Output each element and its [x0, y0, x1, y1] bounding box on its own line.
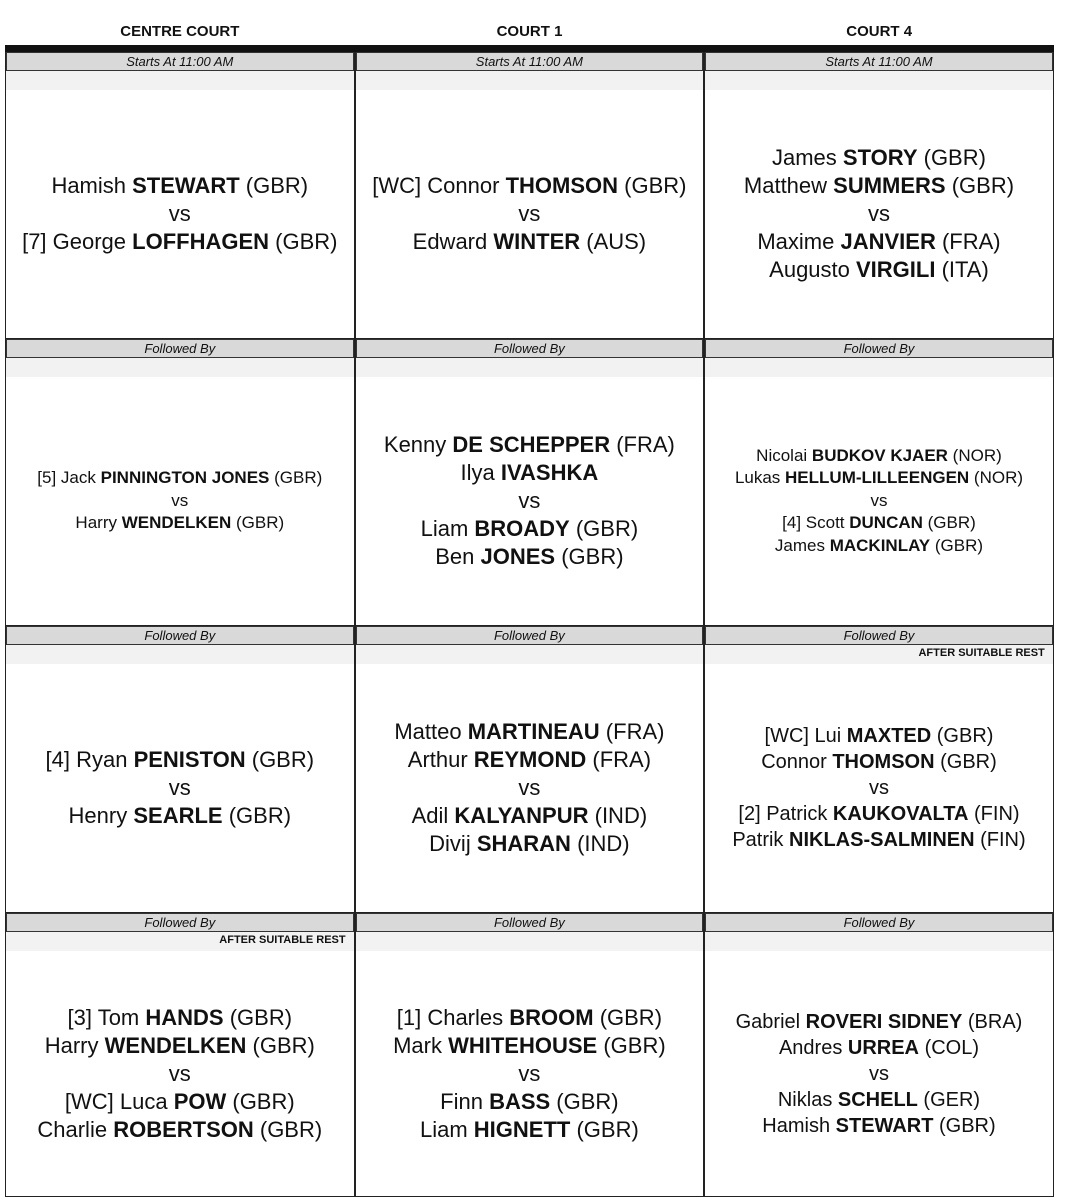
player-line: Ilya IVASHKA: [460, 460, 599, 485]
player-line: Maxime JANVIER (FRA): [757, 229, 1001, 254]
player-line: Ben JONES (GBR): [435, 544, 624, 569]
vs-label: vs: [518, 1060, 541, 1086]
player-surname: WENDELKEN: [104, 1032, 247, 1058]
player-surname: ROBERTSON: [113, 1116, 254, 1142]
match-cell: [356, 645, 704, 913]
player-surname: MAXTED: [846, 725, 932, 747]
player-surname: POW: [173, 1088, 227, 1114]
player-surname: PENISTON: [133, 747, 246, 772]
player-surname: PINNINGTON JONES: [100, 468, 270, 488]
player-line: Hamish STEWART (GBR): [51, 173, 309, 198]
match-cell: [6, 71, 354, 339]
player-line: [5] Jack PINNINGTON JONES (GBR): [37, 468, 323, 488]
match-lines: [705, 664, 1053, 912]
slot-band: Followed By: [6, 626, 354, 645]
player-line: [WC] Lui MAXTED (GBR): [764, 725, 994, 747]
player-surname: KAUKOVALTA: [832, 803, 969, 825]
match-cell: [356, 71, 704, 339]
match-lines: [705, 90, 1053, 338]
vs-label: vs: [868, 1062, 889, 1085]
player-surname: STEWART: [835, 1114, 934, 1137]
court-header-centre: CENTRE COURT: [120, 23, 240, 40]
match-lines: [6, 664, 354, 912]
slot-band: Starts At 11:00 AM: [705, 52, 1053, 71]
match-lines: [705, 377, 1053, 625]
player-surname: HIGNETT: [473, 1116, 571, 1142]
match-lines: [356, 664, 704, 912]
slot-band: Followed By: [6, 913, 354, 932]
player-surname: THOMSON: [505, 173, 619, 198]
player-surname: IVASHKA: [500, 460, 599, 485]
slot-band: Followed By: [705, 626, 1053, 645]
player-line: Patrik NIKLAS-SALMINEN (FIN): [732, 829, 1026, 851]
cell-header-strip: [6, 645, 354, 664]
match-lines: [6, 377, 354, 625]
match-cell: [705, 645, 1053, 913]
vs-label: vs: [868, 777, 889, 799]
player-line: Matteo MARTINEAU (FRA): [394, 719, 665, 744]
match-lines: [356, 90, 704, 338]
slot-band: Followed By: [356, 913, 704, 932]
player-surname: SCHELL: [837, 1088, 918, 1111]
player-line: Henry SEARLE (GBR): [68, 803, 292, 828]
player-surname: DE SCHEPPER: [452, 432, 611, 457]
player-line: James MACKINLAY (GBR): [774, 535, 984, 555]
player-surname: HELLUM-LILLEENGEN: [785, 468, 970, 488]
slot-band: Followed By: [705, 339, 1053, 358]
player-line: Lukas HELLUM-LILLEENGEN (NOR): [734, 468, 1024, 488]
match-cell: [356, 358, 704, 626]
match-cell: [705, 932, 1053, 1197]
player-surname: BROADY: [474, 516, 570, 541]
player-surname: REYMOND: [473, 747, 587, 772]
player-line: [WC] Luca POW (GBR): [64, 1088, 295, 1114]
player-surname: SEARLE: [133, 803, 223, 828]
player-surname: WENDELKEN: [121, 513, 232, 533]
match-cell: [705, 358, 1053, 626]
player-surname: LOFFHAGEN: [132, 229, 270, 254]
court-column-centre-court: [5, 52, 355, 1197]
vs-label: vs: [168, 775, 191, 800]
player-line: [1] Charles BROOM (GBR): [396, 1004, 663, 1030]
player-line: Edward WINTER (AUS): [412, 229, 647, 254]
player-surname: BUDKOV KJAER: [811, 445, 948, 465]
after-rest-note: AFTER SUITABLE REST: [219, 934, 346, 946]
cell-header-strip: [6, 71, 354, 90]
match-cell: [6, 358, 354, 626]
player-line: Finn BASS (GBR): [440, 1088, 619, 1114]
cell-header-strip: [356, 71, 704, 90]
player-line: Kenny DE SCHEPPER (FRA): [383, 432, 675, 457]
player-surname: URREA: [847, 1036, 920, 1059]
player-surname: STEWART: [132, 173, 240, 198]
slot-band: Followed By: [356, 626, 704, 645]
player-line: Harry WENDELKEN (GBR): [75, 513, 285, 533]
player-surname: DUNCAN: [849, 513, 923, 533]
court-header-court4: COURT 4: [846, 23, 913, 40]
player-line: [2] Patrick KAUKOVALTA (FIN): [738, 803, 1020, 825]
player-line: Matthew SUMMERS (GBR): [743, 173, 1015, 198]
vs-label: vs: [168, 1060, 191, 1086]
player-line: Connor THOMSON (GBR): [761, 751, 997, 773]
court-headers: [5, 18, 1054, 46]
cell-header-strip: [356, 358, 704, 377]
player-surname: NIKLAS-SALMINEN: [789, 829, 975, 851]
player-surname: THOMSON: [832, 751, 935, 773]
player-line: Harry WENDELKEN (GBR): [44, 1032, 315, 1058]
player-surname: JANVIER: [840, 229, 936, 254]
cell-header-strip: [705, 932, 1053, 951]
vs-label: vs: [518, 775, 541, 800]
player-line: Andres URREA (COL): [778, 1036, 980, 1059]
vs-label: vs: [518, 488, 541, 513]
vs-label: vs: [168, 201, 191, 226]
player-surname: HANDS: [145, 1004, 224, 1030]
player-surname: JONES: [480, 544, 556, 569]
player-line: Arthur REYMOND (FRA): [407, 747, 652, 772]
cell-header-strip: [356, 932, 704, 951]
player-surname: SUMMERS: [833, 173, 946, 198]
court-column-court-4: [704, 52, 1054, 1197]
player-surname: MACKINLAY: [829, 535, 931, 555]
player-line: Nicolai BUDKOV KJAER (NOR): [756, 445, 1002, 465]
header-divider: [5, 45, 1054, 52]
cell-header-strip: [356, 645, 704, 664]
player-line: [7] George LOFFHAGEN (GBR): [22, 229, 338, 254]
cell-header-strip: [705, 358, 1053, 377]
court-column-court-1: [355, 52, 705, 1197]
vs-label: vs: [171, 490, 189, 510]
player-line: James STORY (GBR): [772, 145, 986, 170]
order-of-play-grid: [5, 52, 1054, 1197]
player-surname: SHARAN: [476, 831, 571, 856]
player-surname: STORY: [842, 145, 918, 170]
match-lines: [6, 90, 354, 338]
player-line: Gabriel ROVERI SIDNEY (BRA): [735, 1010, 1023, 1033]
player-surname: KALYANPUR: [454, 803, 589, 828]
cell-header-strip: [6, 358, 354, 377]
match-lines: [356, 377, 704, 625]
slot-band: Followed By: [356, 339, 704, 358]
match-cell: [6, 932, 354, 1197]
player-line: Mark WHITEHOUSE (GBR): [393, 1032, 666, 1058]
vs-label: vs: [867, 201, 890, 226]
match-lines: [705, 951, 1053, 1196]
player-line: Adil KALYANPUR (IND): [411, 803, 648, 828]
player-line: [WC] Connor THOMSON (GBR): [372, 173, 687, 198]
player-line: Divij SHARAN (IND): [429, 831, 630, 856]
match-cell: [356, 932, 704, 1197]
player-line: Charlie ROBERTSON (GBR): [37, 1116, 323, 1142]
slot-band: Starts At 11:00 AM: [6, 52, 354, 71]
player-surname: BROOM: [509, 1004, 594, 1030]
after-rest-note: AFTER SUITABLE REST: [918, 647, 1045, 659]
vs-label: vs: [518, 201, 541, 226]
slot-band: Followed By: [705, 913, 1053, 932]
player-line: Liam HIGNETT (GBR): [419, 1116, 639, 1142]
player-line: [3] Tom HANDS (GBR): [67, 1004, 293, 1030]
player-line: [4] Ryan PENISTON (GBR): [45, 747, 315, 772]
player-surname: VIRGILI: [856, 257, 936, 282]
cell-header-strip: [705, 71, 1053, 90]
court-header-court1: COURT 1: [496, 23, 563, 40]
player-surname: BASS: [489, 1088, 551, 1114]
match-cell: [705, 71, 1053, 339]
player-surname: WHITEHOUSE: [448, 1032, 598, 1058]
match-lines: [6, 951, 354, 1196]
player-line: Hamish STEWART (GBR): [762, 1114, 996, 1137]
player-surname: WINTER: [493, 229, 581, 254]
player-line: [4] Scott DUNCAN (GBR): [782, 513, 976, 533]
vs-label: vs: [870, 490, 888, 510]
slot-band: Starts At 11:00 AM: [356, 52, 704, 71]
match-cell: [6, 645, 354, 913]
player-line: Liam BROADY (GBR): [420, 516, 639, 541]
player-line: Niklas SCHELL (GER): [777, 1088, 981, 1111]
player-line: Augusto VIRGILI (ITA): [769, 257, 989, 282]
slot-band: Followed By: [6, 339, 354, 358]
player-surname: MARTINEAU: [467, 719, 600, 744]
player-surname: ROVERI SIDNEY: [805, 1010, 963, 1033]
match-lines: [356, 951, 704, 1196]
